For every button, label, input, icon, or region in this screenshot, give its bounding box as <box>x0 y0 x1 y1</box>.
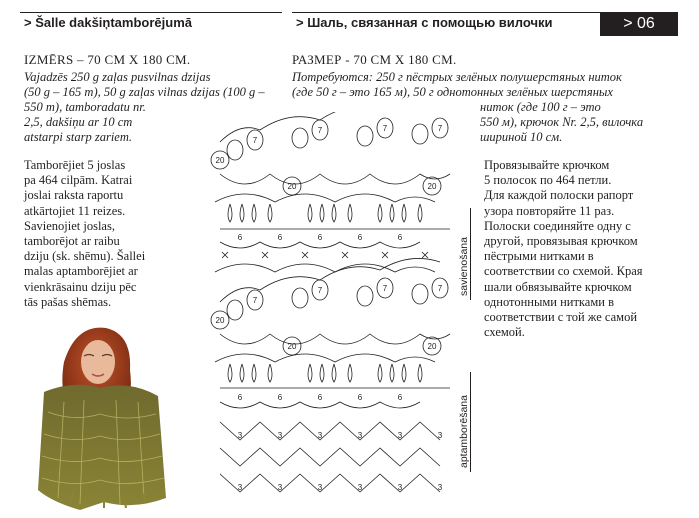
instruction-line: Полоски соединяйте одну с <box>484 218 631 233</box>
instruction-line: joslai raksta raportu <box>24 188 124 203</box>
instruction-line: шали обвязывайте крючком <box>484 279 632 294</box>
requirements-line: (50 g – 165 m), 50 g zaļas vilnas dzijas (100 g – <box>24 85 265 99</box>
requirements-line: шириной 10 см. <box>480 130 563 144</box>
ring-count-label: 20 <box>427 182 437 191</box>
ring-row-2 <box>211 311 441 355</box>
instruction-line: tamborējot ar raibu <box>24 234 120 249</box>
chain-count-label: 6 <box>277 233 283 242</box>
edge-count-label: 3 <box>317 483 323 492</box>
instructions-ru <box>484 158 669 340</box>
fan-count-label: 7 <box>382 284 388 293</box>
chain-count-label: 6 <box>357 233 363 242</box>
fan-top <box>227 118 448 160</box>
requirements-line: Потребуются: 250 г пёстрых зелёных полушерстяных ниток <box>292 70 622 84</box>
size-title-ru: РАЗМЕР - 70 СМ X 180 СМ. <box>292 52 457 67</box>
edging-chain <box>220 402 440 492</box>
crossing-row <box>222 252 428 258</box>
fan-count-label: 7 <box>382 124 388 133</box>
fan-count-label: 7 <box>437 124 443 133</box>
edging-bracket <box>470 372 471 472</box>
chain-count-label: 6 <box>277 393 283 402</box>
instruction-line: соответствии со схемой. Края <box>484 264 643 279</box>
size-title-lv: IZMĒRS – 70 CM X 180 CM. <box>24 52 191 67</box>
ring-count-label: 20 <box>287 342 297 351</box>
instructions-lv <box>24 158 158 310</box>
instruction-line: dziju (sk. shēmu). Šallei <box>24 249 146 264</box>
chain-count-label: 6 <box>397 393 403 402</box>
instruction-line: Провязывайте крючком <box>484 158 610 172</box>
edge-count-label: 3 <box>277 483 283 492</box>
edge-count-label: 3 <box>277 431 283 440</box>
join-bracket <box>470 208 471 300</box>
join-label: savienošana <box>458 237 470 296</box>
instruction-line: однотонными нитками в <box>484 294 614 309</box>
page-header <box>0 0 699 36</box>
page-number-badge: > 06 <box>600 12 678 36</box>
ring-count-label: 20 <box>287 182 297 191</box>
strip-upper <box>215 112 450 258</box>
requirements-line: atstarpi starp zariem. <box>24 130 133 144</box>
header-title-ru: > Шаль, связанная с помощью вилочки <box>292 12 600 32</box>
requirements-line: 550 m), tamboradatu nr. <box>24 100 146 114</box>
instruction-line: tās pašas shēmas. <box>24 294 112 309</box>
crochet-diagram <box>160 112 460 518</box>
instruction-line: vienkrāsainu dziju pēc <box>24 279 137 294</box>
fan-count-label: 7 <box>252 136 258 145</box>
chain-count-label: 6 <box>237 393 243 402</box>
chain-count-label: 6 <box>397 233 403 242</box>
fan-lower <box>227 278 448 320</box>
fan-count-label: 7 <box>317 126 323 135</box>
loops-row-2 <box>228 364 422 382</box>
edge-count-label: 3 <box>317 431 323 440</box>
edge-count-label: 3 <box>237 483 243 492</box>
edge-count-label: 3 <box>397 483 403 492</box>
instruction-line: malas aptamborējiet ar <box>24 264 138 279</box>
instruction-line: другой, провязывая крючком <box>484 234 638 249</box>
chain-count-label: 6 <box>237 233 243 242</box>
edge-count-label: 3 <box>437 431 443 440</box>
edge-count-label: 3 <box>437 483 443 492</box>
edge-count-label: 3 <box>357 483 363 492</box>
edge-count-label: 3 <box>237 431 243 440</box>
loops-row-1 <box>228 204 422 222</box>
fan-count-label: 7 <box>437 284 443 293</box>
chain-count-label: 6 <box>317 233 323 242</box>
requirements-line: ниток (где 100 г – это <box>480 100 601 114</box>
ring-count-label: 20 <box>215 156 225 165</box>
instruction-line: соответствии с той же самой <box>484 310 638 325</box>
fan-count-label: 7 <box>252 296 258 305</box>
ring-count-label: 20 <box>215 316 225 325</box>
chain-count-label: 6 <box>357 393 363 402</box>
instruction-line: узора повторяйте 11 раз. <box>484 203 615 218</box>
instruction-line: pa 464 cilpām. Katrai <box>24 173 133 188</box>
model-photo <box>34 322 168 510</box>
instruction-line: схемой. <box>484 325 525 340</box>
ring-count-label: 20 <box>427 342 437 351</box>
edging-label: aptamborēšana <box>458 395 470 468</box>
instruction-line: Tamborējiet 5 joslas <box>24 158 126 172</box>
edge-count-label: 3 <box>397 431 403 440</box>
requirements-line: 550 м), крючок Nr. 2,5, вилочка <box>480 115 644 129</box>
requirements-line: 2,5, dakšiņu ar 10 cm <box>24 115 133 129</box>
instruction-line: 5 полосок по 464 петли. <box>484 173 612 188</box>
instruction-line: пёстрыми нитками в <box>484 249 594 264</box>
header-title-lv: > Šalle dakšiņtamborējumā <box>20 12 282 32</box>
requirements-line: (где 50 г – это 165 м), 50 г однотонных зелёных шерстяных <box>292 85 613 99</box>
fan-count-label: 7 <box>317 286 323 295</box>
instruction-line: atkārtojiet 11 reizes. <box>24 203 126 218</box>
ring-row-1 <box>211 151 441 195</box>
chain-count-label: 6 <box>317 393 323 402</box>
instruction-line: Для каждой полоски рапорт <box>484 188 634 203</box>
edge-count-label: 3 <box>357 431 363 440</box>
requirements-line: Vajadzēs 250 g zaļas pusvilnas dzijas <box>24 70 211 84</box>
instruction-line: Savienojiet joslas, <box>24 218 115 233</box>
